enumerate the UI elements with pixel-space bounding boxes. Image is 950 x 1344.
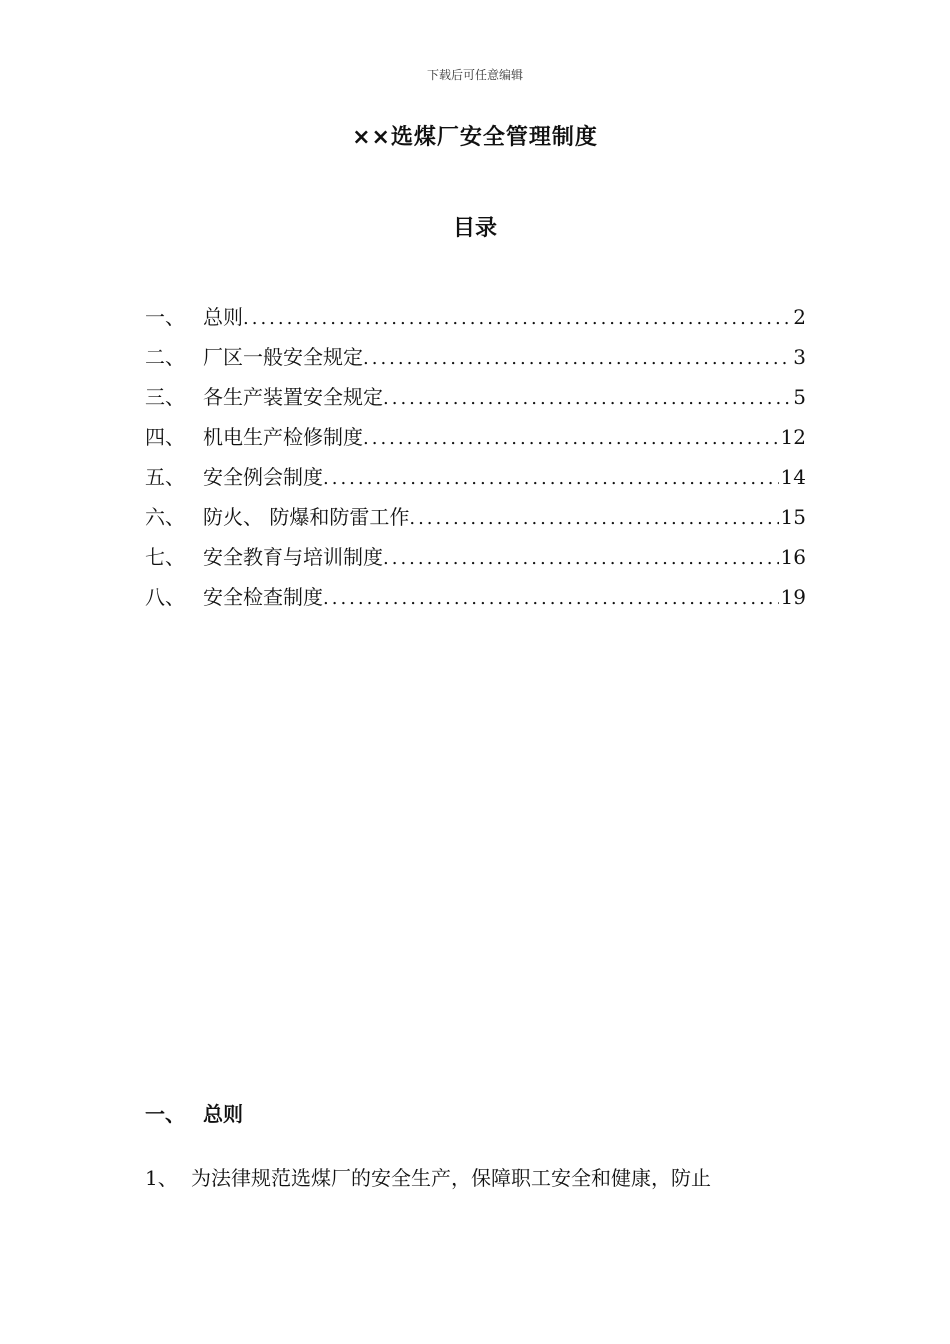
toc-entry[interactable] bbox=[145, 582, 806, 622]
toc-entry[interactable] bbox=[145, 502, 806, 542]
toc-leader-dots bbox=[383, 544, 779, 574]
toc-leader-dots bbox=[383, 384, 791, 414]
section-title: 总则 bbox=[203, 1102, 243, 1126]
toc-entry-page: 2 bbox=[793, 305, 806, 329]
toc-entry-page: 19 bbox=[780, 585, 806, 609]
toc-entry-page: 3 bbox=[793, 345, 806, 369]
toc-entry-title: 安全教育与培训制度 bbox=[203, 545, 383, 569]
toc-entry[interactable] bbox=[145, 342, 806, 382]
toc-leader-dots bbox=[363, 424, 779, 454]
toc-heading: 目录 bbox=[452, 216, 497, 241]
toc-entry-page: 15 bbox=[780, 505, 806, 529]
toc-entry-title: 机电生产检修制度 bbox=[203, 425, 363, 449]
toc-leader-dots bbox=[363, 344, 791, 374]
header-note: 下载后可任意编辑 bbox=[426, 68, 523, 82]
body-paragraph bbox=[145, 1163, 806, 1193]
toc-entry-title: 总则 bbox=[203, 305, 243, 329]
table-of-contents bbox=[145, 302, 806, 622]
toc-entry-number: 六、 bbox=[145, 505, 185, 529]
toc-entry[interactable] bbox=[145, 302, 806, 342]
toc-entry-title: 厂区一般安全规定 bbox=[203, 345, 363, 369]
toc-entry-page: 14 bbox=[780, 465, 806, 489]
toc-entry-number: 二、 bbox=[145, 345, 185, 369]
toc-leader-dots bbox=[323, 464, 779, 494]
document-title: ××选煤厂安全管理制度 bbox=[352, 125, 598, 150]
toc-leader-dots bbox=[409, 504, 778, 534]
toc-entry-page: 12 bbox=[780, 425, 806, 449]
toc-entry-title: 安全例会制度 bbox=[203, 465, 323, 489]
toc-entry-number: 一、 bbox=[145, 305, 185, 329]
toc-entry[interactable] bbox=[145, 542, 806, 582]
paragraph-text: 为法律规范选煤厂的安全生产，保障职工安全和健康，防止 bbox=[191, 1166, 711, 1190]
toc-entry[interactable] bbox=[145, 382, 806, 422]
toc-entry-number: 四、 bbox=[145, 425, 185, 449]
paragraph-number: 1、 bbox=[145, 1166, 178, 1190]
toc-entry[interactable] bbox=[145, 462, 806, 502]
toc-entry-number: 七、 bbox=[145, 545, 185, 569]
toc-entry-title: 防火、 防爆和防雷工作 bbox=[203, 505, 410, 529]
toc-leader-dots bbox=[243, 304, 791, 334]
toc-entry-page: 16 bbox=[780, 545, 806, 569]
toc-entry-page: 5 bbox=[793, 385, 806, 409]
toc-entry-title: 各生产装置安全规定 bbox=[203, 385, 383, 409]
section-number: 一、 bbox=[145, 1102, 185, 1126]
toc-entry-number: 八、 bbox=[145, 585, 185, 609]
section-heading bbox=[145, 1098, 243, 1127]
toc-entry-number: 五、 bbox=[145, 465, 185, 489]
toc-entry-title: 安全检查制度 bbox=[203, 585, 323, 609]
toc-entry[interactable] bbox=[145, 422, 806, 462]
toc-leader-dots bbox=[323, 584, 779, 614]
toc-entry-number: 三、 bbox=[145, 385, 185, 409]
